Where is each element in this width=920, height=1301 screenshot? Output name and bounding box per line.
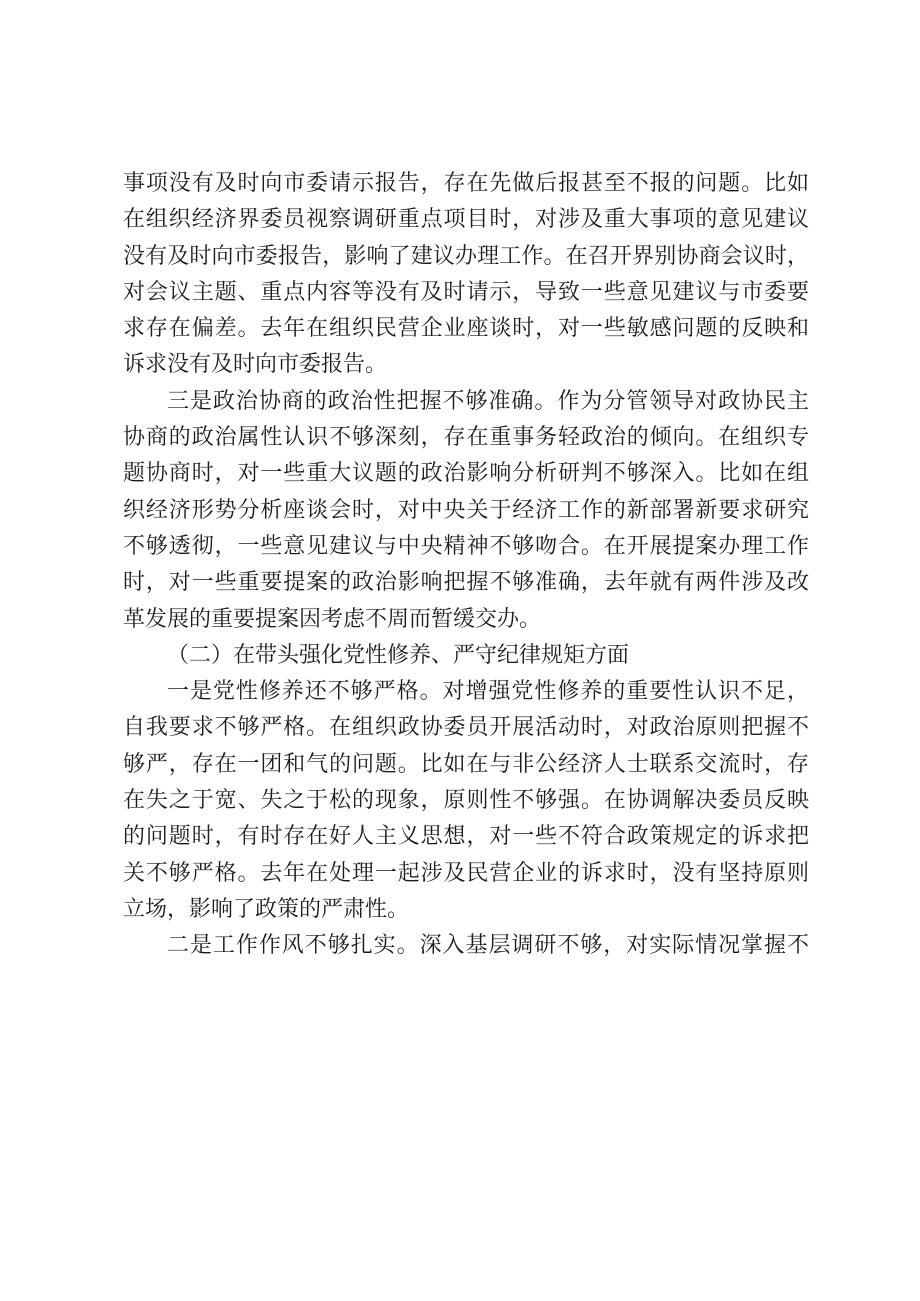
- text-line: 立场，影响了政策的严肃性。: [123, 896, 410, 922]
- text-line: 够严，存在一团和气的问题。比如在与非公经济人士联系交流时，存: [123, 751, 809, 777]
- text-line: 时，对一些重要提案的政治影响把握不够准确，去年就有两件涉及改: [123, 570, 809, 596]
- section-heading-text: （二）在带头强化党性修养、严守纪律规矩方面: [167, 642, 630, 668]
- text-line: 自我要求不够严格。在组织政协委员开展活动时，对政治原则把握不: [123, 715, 809, 741]
- text-line: 没有及时向市委报告，影响了建议办理工作。在召开界别协商会议时，: [123, 243, 809, 269]
- text-line: 对会议主题、重点内容等没有及时请示，导致一些意见建议与市委要: [123, 279, 809, 305]
- text-line: 织经济形势分析座谈会时，对中央关于经济工作的新部署新要求研究: [123, 497, 809, 523]
- text-line: 在失之于宽、失之于松的现象，原则性不够强。在协调解决委员反映: [123, 788, 809, 814]
- paragraph-work-style: [123, 928, 809, 964]
- text-line: 的问题时，有时存在好人主义思想，对一些不符合政策规定的诉求把: [123, 824, 809, 850]
- text-line: 一是党性修养还不够严格。对增强党性修养的重要性认识不足，: [167, 679, 809, 705]
- text-line: 求存在偏差。去年在组织民营企业座谈时，对一些敏感问题的反映和: [123, 316, 809, 342]
- text-line: 革发展的重要提案因考虑不周而暂缓交办。: [123, 606, 542, 632]
- text-line: 事项没有及时向市委请示报告，存在先做后报甚至不报的问题。比如: [123, 171, 809, 196]
- paragraph-party-spirit: [123, 674, 809, 928]
- text-line: 关不够严格。去年在处理一起涉及民营企业的诉求时，没有坚持原则: [123, 860, 809, 886]
- text-line: 诉求没有及时向市委报告。: [123, 352, 388, 378]
- text-line: 在组织经济界委员视察调研重点项目时，对涉及重大事项的意见建议: [123, 207, 809, 233]
- text-line: 协商的政治属性认识不够深刻，存在重事务轻政治的倾向。在组织专: [123, 425, 809, 451]
- paragraph-continuation: [123, 166, 809, 384]
- document-body: [123, 166, 809, 965]
- text-line: 不够透彻，一些意见建议与中央精神不够吻合。在开展提案办理工作: [123, 533, 809, 559]
- text-line: 三是政治协商的政治性把握不够准确。作为分管领导对政协民主: [167, 388, 809, 414]
- text-line: 二是工作作风不够扎实。深入基层调研不够，对实际情况掌握不: [167, 933, 809, 959]
- paragraph-political-consultation: [123, 384, 809, 638]
- section-heading: [123, 638, 809, 674]
- text-line: 题协商时，对一些重大议题的政治影响分析研判不够深入。比如在组: [123, 461, 809, 487]
